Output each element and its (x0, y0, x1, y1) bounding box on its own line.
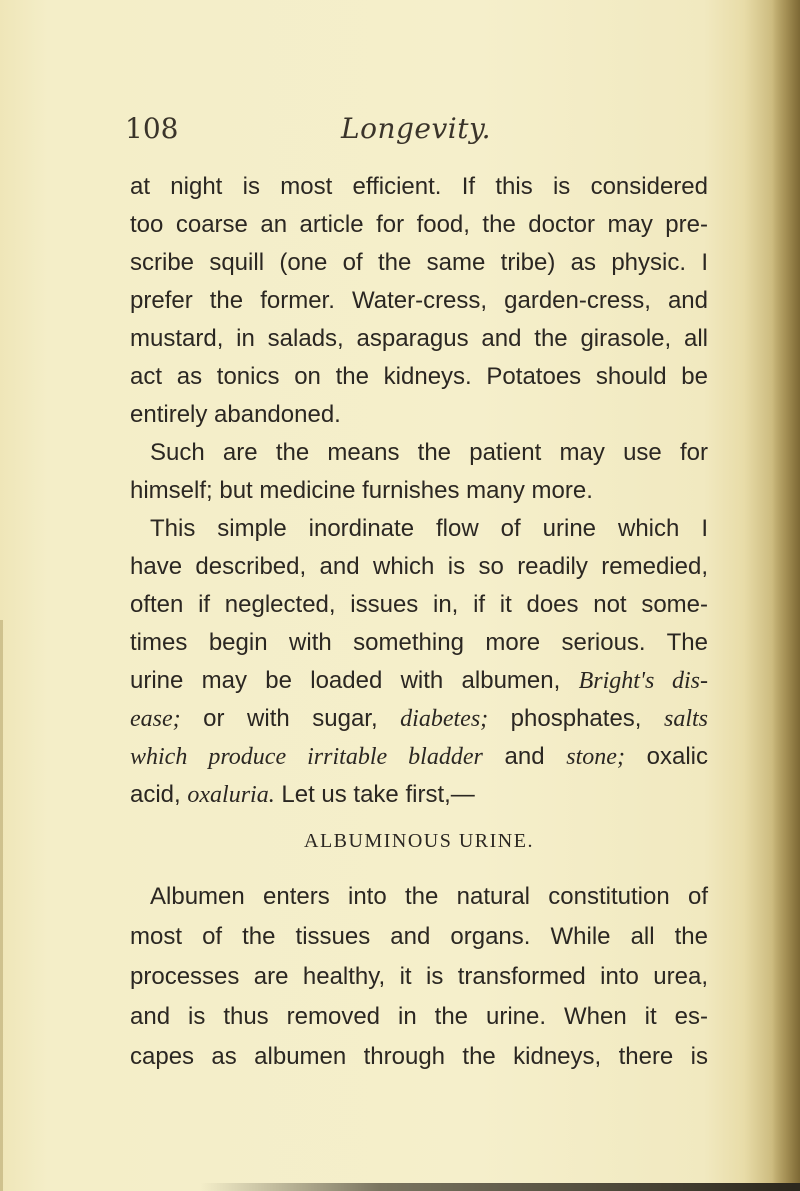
text-run: phosphates, (488, 705, 664, 732)
text-line (130, 1038, 708, 1076)
text-run: or with sugar, (180, 705, 401, 732)
text-line (130, 548, 708, 586)
text-run: Albumen enters into the natural constitution of (150, 883, 708, 910)
italic-run: oxaluria. (187, 782, 275, 808)
text-run: Let us take first,— (274, 781, 475, 808)
italic-run: diabetes; (400, 706, 489, 732)
section-heading: ALBUMINOUS URINE. (304, 830, 534, 852)
text-run: entirely abandoned. (130, 401, 341, 428)
text-line (130, 244, 708, 282)
text-line (130, 472, 593, 510)
text-line (130, 998, 708, 1036)
text-run: too coarse an article for food, the doctor may pre- (130, 211, 708, 238)
page-bottom-shadow (200, 1183, 800, 1191)
text-run: often if neglected, issues in, if it does not some- (130, 591, 708, 618)
text-line (130, 282, 708, 320)
text-run: at night is most efficient. If this is considered (130, 173, 708, 200)
italic-run: which produce irritable bladder (130, 744, 483, 770)
text-run: urine may be loaded with albumen, (130, 667, 579, 694)
text-run: capes as albumen through the kidneys, there is (130, 1043, 708, 1070)
text-line (130, 738, 708, 776)
text-line (150, 510, 708, 548)
text-run: processes are healthy, it is transformed into urea, (130, 963, 708, 990)
text-line (130, 396, 341, 434)
italic-run: ease; (130, 706, 181, 732)
text-run: act as tonics on the kidneys. Potatoes should be (130, 363, 708, 390)
text-run: Such are the means the patient may use for (150, 439, 708, 466)
page-left-edge (0, 620, 3, 1191)
text-run: himself; but medicine furnishes many more. (130, 477, 593, 504)
text-run: This simple inordinate flow of urine which I (150, 515, 708, 542)
italic-run: Bright's dis- (578, 668, 709, 694)
text-run: and is thus removed in the urine. When it es- (130, 1003, 708, 1030)
text-run: acid, (130, 781, 188, 808)
text-line (130, 958, 708, 996)
text-line (130, 320, 708, 358)
text-run: times begin with something more serious. The (130, 629, 708, 656)
text-line (130, 206, 708, 244)
text-line (130, 700, 708, 738)
text-line (130, 624, 708, 662)
page-number: 108 (125, 112, 179, 145)
text-line (130, 918, 708, 956)
text-line (150, 434, 708, 472)
text-run: have described, and which is so readily remedied, (130, 553, 708, 580)
text-run: prefer the former. Water-cress, garden-cress, and (130, 287, 708, 314)
italic-run: stone; (566, 744, 625, 770)
text-run: mustard, in salads, asparagus and the girasole, all (130, 325, 708, 352)
text-run: oxalic (624, 743, 708, 770)
text-line (130, 586, 708, 624)
italic-run: salts (664, 706, 709, 732)
running-head (125, 112, 685, 156)
text-run: and (482, 743, 567, 770)
book-binding-shadow (772, 0, 800, 1191)
text-run: most of the tissues and organs. While all the (130, 923, 708, 950)
text-line (150, 878, 708, 916)
text-line (130, 168, 708, 206)
text-line (130, 776, 475, 814)
text-line (130, 358, 708, 396)
text-line (130, 662, 708, 700)
text-run: scribe squill (one of the same tribe) as physic. I (130, 249, 708, 276)
running-title: Longevity. (341, 112, 492, 145)
